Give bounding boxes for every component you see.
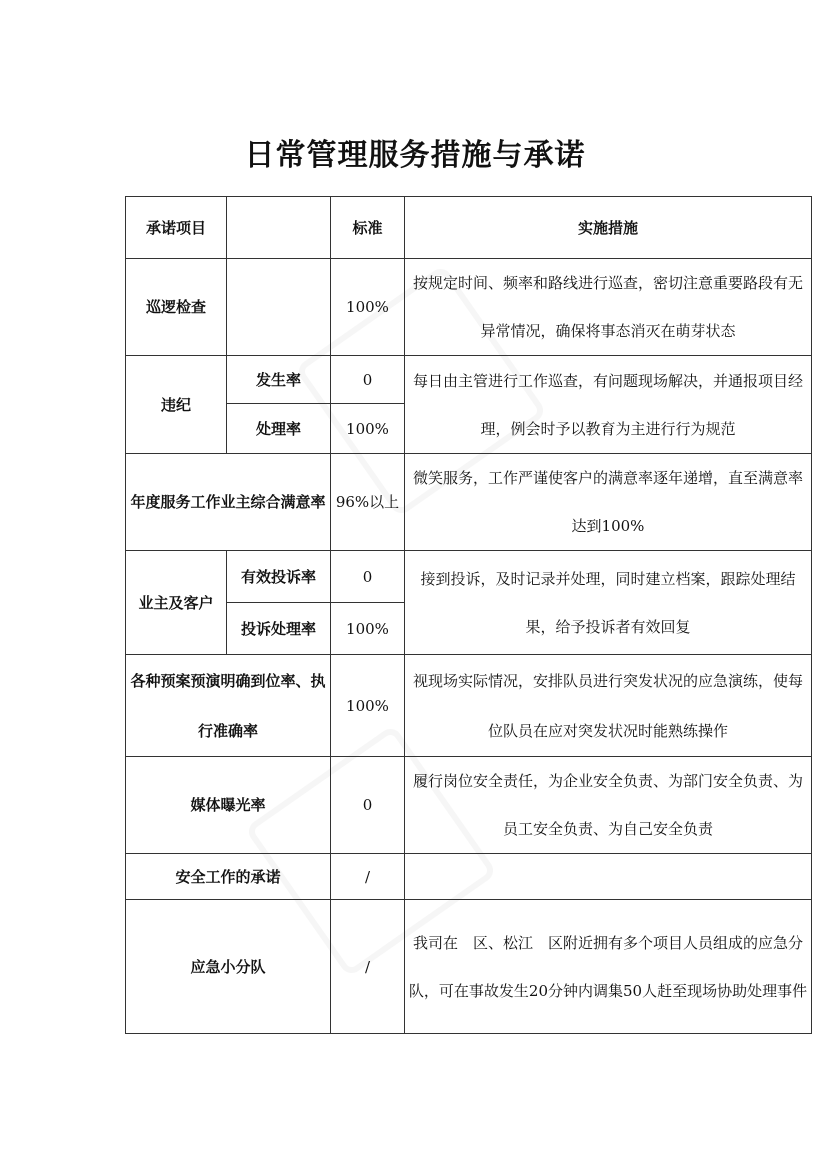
row-item: 业主及客户	[126, 551, 227, 655]
row-standard: 100%	[331, 404, 405, 454]
table-row	[126, 259, 812, 356]
row-standard: 100%	[331, 603, 405, 655]
row-measure: 微笑服务，工作严谨使客户的满意率逐年递增，直至满意率达到100%	[405, 454, 812, 551]
row-standard: 100%	[331, 259, 405, 356]
row-item: 安全工作的承诺	[126, 854, 331, 900]
table-row	[126, 356, 812, 404]
row-item: 违纪	[126, 356, 227, 454]
row-standard: /	[331, 854, 405, 900]
row-standard: 0	[331, 757, 405, 854]
row-subitem: 投诉处理率	[227, 603, 331, 655]
row-item: 应急小分队	[126, 900, 331, 1034]
row-measure	[405, 854, 812, 900]
row-measure: 每日由主管进行工作巡查，有问题现场解决，并通报项目经理，例会时予以教育为主进行行为规范	[405, 356, 812, 454]
commitment-table	[125, 196, 812, 1034]
row-measure: 履行岗位安全责任，为企业安全负责、为部门安全负责、为员工安全负责、为自己安全负责	[405, 757, 812, 854]
row-item: 媒体曝光率	[126, 757, 331, 854]
header-standard: 标准	[331, 197, 405, 259]
page-title: 日常管理服务措施与承诺	[244, 138, 586, 173]
header-measure: 实施措施	[405, 197, 812, 259]
row-subitem: 发生率	[227, 356, 331, 404]
row-standard: 0	[331, 356, 405, 404]
row-measure: 我司在 区、松江 区附近拥有多个项目人员组成的应急分队，可在事故发生20分钟内调集50人赶至现场协助处理事件	[405, 900, 812, 1034]
row-measure: 按规定时间、频率和路线进行巡查，密切注意重要路段有无异常情况，确保将事态消灭在萌芽状态	[405, 259, 812, 356]
table-row	[126, 454, 812, 551]
row-item: 年度服务工作业主综合满意率	[126, 454, 331, 551]
row-item: 各种预案预演明确到位率、执行准确率	[126, 655, 331, 757]
empty-cell	[227, 259, 331, 356]
row-standard: 100%	[331, 655, 405, 757]
table-row	[126, 551, 812, 603]
row-item: 巡逻检查	[126, 259, 227, 356]
table-header-row	[126, 197, 812, 259]
table-row	[126, 854, 812, 900]
row-standard: /	[331, 900, 405, 1034]
row-standard: 0	[331, 551, 405, 603]
row-subitem: 有效投诉率	[227, 551, 331, 603]
row-measure: 视现场实际情况，安排队员进行突发状况的应急演练，使每位队员在应对突发状况时能熟练操作	[405, 655, 812, 757]
row-measure: 接到投诉，及时记录并处理，同时建立档案，跟踪处理结果，给予投诉者有效回复	[405, 551, 812, 655]
row-standard: 96%以上	[331, 454, 405, 551]
table-row	[126, 655, 812, 757]
header-empty-cell	[227, 197, 331, 259]
row-subitem: 处理率	[227, 404, 331, 454]
table-row	[126, 900, 812, 1034]
table-row	[126, 757, 812, 854]
header-item: 承诺项目	[126, 197, 227, 259]
